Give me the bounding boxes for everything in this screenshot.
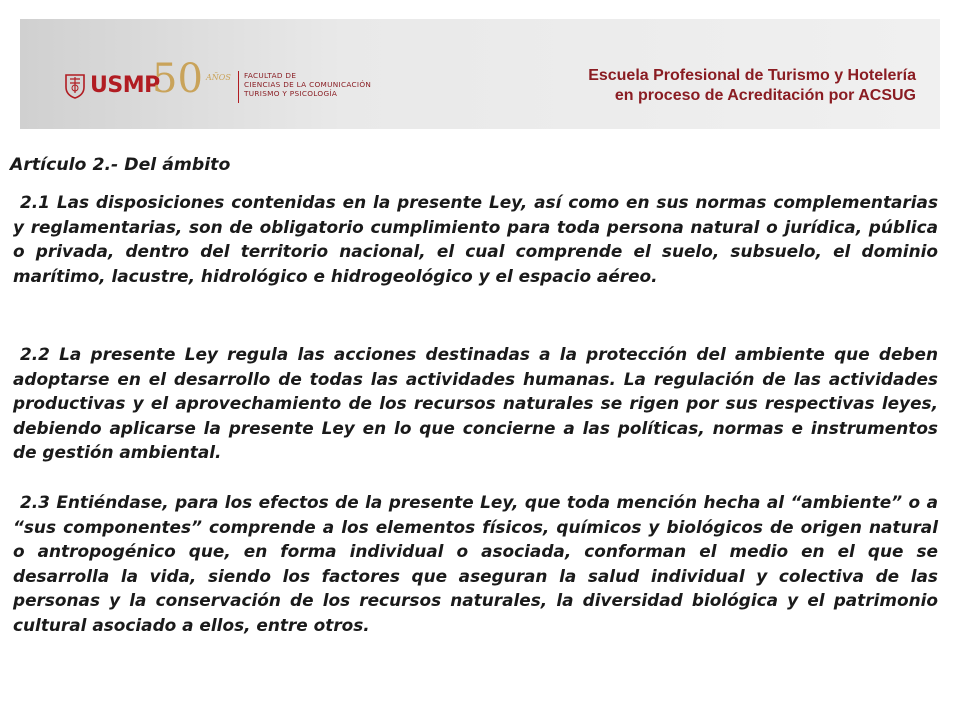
paragraph-2-2: 2.2 La presente Ley regula las acciones destinadas a la protección del ambiente que deben adoptarse en el desarrollo de todas las actividades humanas. La regulación de las actividades productivas y el aprovechamiento de los recursos naturales se rigen por sus respectivas leyes, debiendo aplicarse la presente Ley en lo que concierne a las políticas, normas e instrumentos de gestión ambiental.: [13, 344, 938, 463]
faculty-line: TURISMO Y PSICOLOGÍA: [244, 89, 338, 98]
article-title: Artículo 2.- Del ámbito: [10, 155, 231, 175]
university-shield-icon: [64, 73, 86, 99]
faculty-line: CIENCIAS DE LA COMUNICACIÓN: [244, 80, 372, 89]
logo-faculty-text: [244, 71, 371, 98]
faculty-line: FACULTAD DE: [244, 71, 297, 80]
paragraph-2-3: 2.3 Entiéndase, para los efectos de la presente Ley, que toda mención hecha al “ambiente” o a “sus componentes” comprende a los elementos físicos, químicos y biológicos de origen natural o antropogénico que, en forma individual o asociada, conforman el medio en el que se desarrolla la vida, siendo los factores que aseguran la salud individual y colectiva de las personas y la conservación de los recursos naturales, la diversidad biológica y el patrimonio cultural asociado a ellos, entre otros.: [13, 492, 938, 635]
usmp-logo: [64, 56, 372, 111]
accreditation-status: en proceso de Acreditación por ACSUG: [614, 87, 916, 104]
school-heading: [588, 66, 916, 106]
logo-anniversary: 50: [152, 56, 203, 102]
logo-anniversary-suffix: AÑOS: [206, 73, 231, 82]
logo-brand: USMP: [90, 73, 160, 98]
logo-divider: [238, 71, 239, 103]
school-name: Escuela Profesional de Turismo y Hotelería: [588, 67, 916, 84]
paragraph-2-1: 2.1 Las disposiciones contenidas en la presente Ley, así como en sus normas complementarias y reglamentarias, son de obligatorio cumplimiento para toda persona natural o jurídica, pública o privada, dentro del territorio nacional, el cual comprende el suelo, subsuelo, el dominio marítimo, lacustre, hidrológico e hidrogeológico y el espacio aéreo.: [13, 192, 938, 286]
